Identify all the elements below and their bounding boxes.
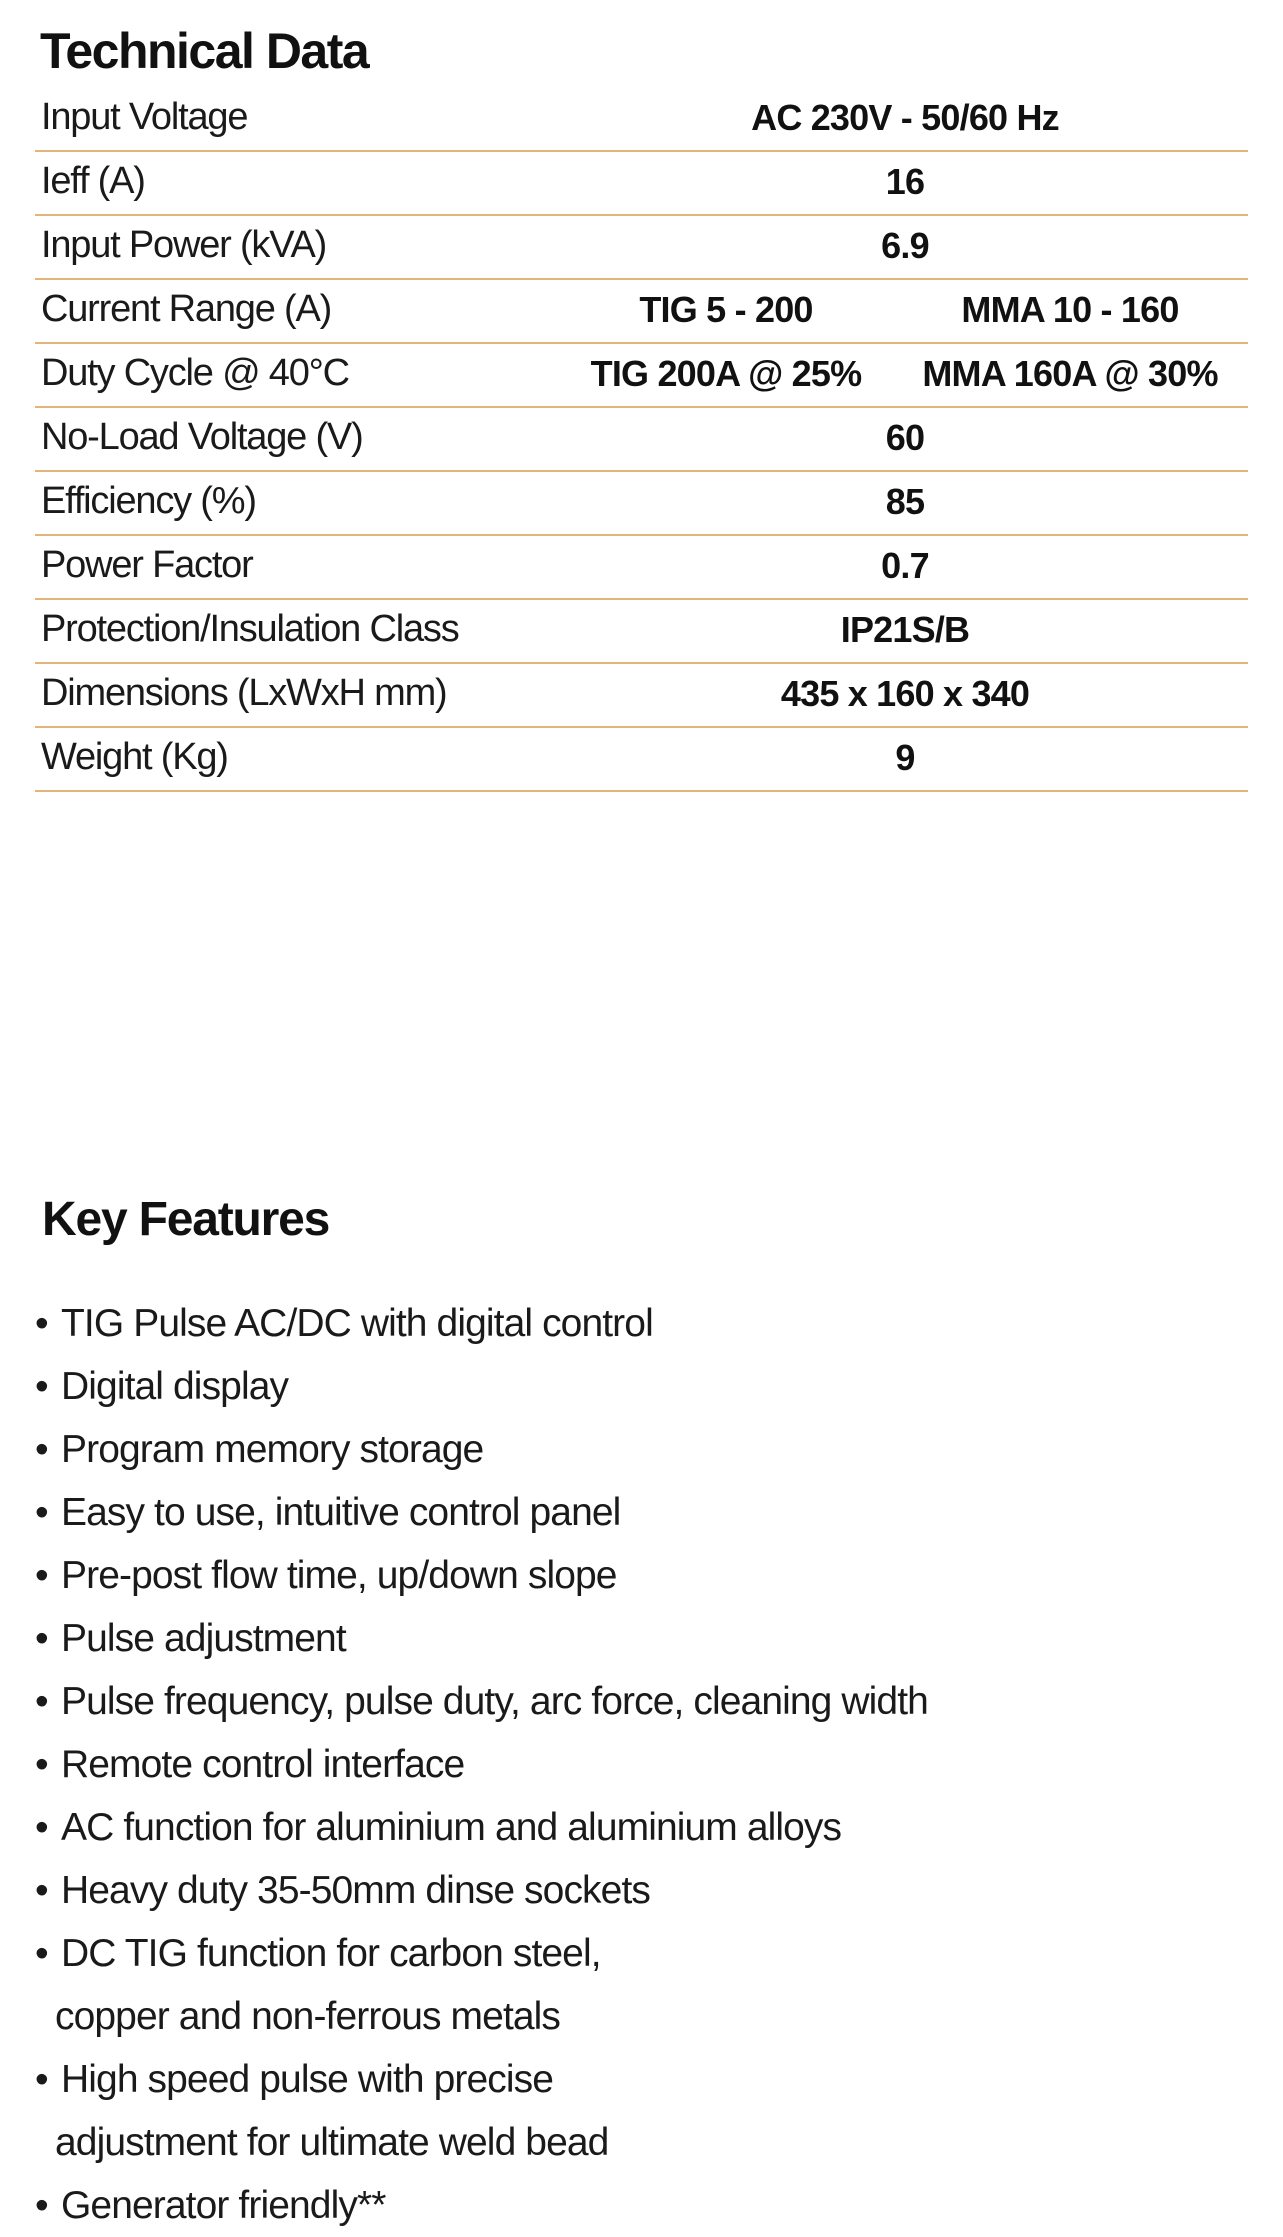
spec-row [35, 344, 1248, 408]
spec-value-tig: TIG 5 - 200 [639, 289, 813, 330]
spec-row [35, 408, 1248, 472]
feature-text: Easy to use, intuitive control panel [61, 1491, 621, 1534]
key-features-title: Key Features [42, 1193, 330, 1246]
feature-text: Digital display [61, 1365, 289, 1408]
feature-text: Pulse frequency, pulse duty, arc force, cleaning width [61, 1680, 928, 1723]
spec-value: AC 230V - 50/60 Hz [751, 97, 1059, 138]
spec-row [35, 280, 1248, 344]
feature-item [35, 2048, 928, 2111]
technical-data-title: Technical Data [40, 23, 369, 79]
feature-text: Program memory storage [61, 1428, 484, 1471]
feature-text: Heavy duty 35-50mm dinse sockets [61, 1869, 650, 1912]
feature-item [35, 1607, 928, 1670]
feature-item-continuation: copper and non-ferrous metals [55, 1995, 561, 2038]
spec-row [35, 216, 1248, 280]
feature-text: Remote control interface [61, 1743, 465, 1786]
bullet-icon: • [35, 2058, 48, 2101]
bullet-icon: • [35, 1554, 48, 1597]
spec-label: Current Range (A) [41, 288, 332, 330]
bullet-icon: • [35, 1491, 48, 1534]
bullet-icon: • [35, 1743, 48, 1786]
spec-label: Weight (Kg) [41, 736, 228, 778]
feature-text: Generator friendly** [61, 2184, 386, 2227]
spec-value-mma: MMA 160A @ 30% [922, 353, 1218, 394]
spec-label: Power Factor [41, 544, 253, 586]
spec-label: Input Voltage [41, 96, 248, 138]
spec-value-mma: MMA 10 - 160 [961, 289, 1179, 330]
spec-row [35, 664, 1248, 728]
spec-row [35, 728, 1248, 792]
bullet-icon: • [35, 1932, 48, 1975]
key-features-list [35, 1292, 928, 2237]
feature-item [35, 1922, 928, 1985]
spec-row [35, 472, 1248, 536]
spec-value: 435 x 160 x 340 [780, 673, 1030, 714]
spec-label: Ieff (A) [41, 160, 145, 202]
feature-item [35, 1481, 928, 1544]
feature-text: AC function for aluminium and aluminium alloys [61, 1806, 842, 1849]
feature-item [35, 1796, 928, 1859]
feature-item [35, 1544, 928, 1607]
feature-item [35, 1670, 928, 1733]
feature-text: High speed pulse with precise [61, 2058, 554, 2101]
spec-row [35, 88, 1248, 152]
spec-value: IP21S/B [840, 609, 970, 650]
bullet-icon: • [35, 1428, 48, 1471]
feature-item [35, 2174, 928, 2237]
spec-row [35, 152, 1248, 216]
spec-label: Input Power (kVA) [41, 224, 327, 266]
bullet-icon: • [35, 1302, 48, 1345]
spec-value: 85 [885, 481, 925, 522]
spec-label: No-Load Voltage (V) [41, 416, 363, 458]
feature-item [35, 1292, 928, 1355]
bullet-icon: • [35, 2184, 48, 2227]
feature-text: TIG Pulse AC/DC with digital control [61, 1302, 653, 1345]
spec-row [35, 536, 1248, 600]
spec-row [35, 600, 1248, 664]
feature-item [35, 1418, 928, 1481]
bullet-icon: • [35, 1365, 48, 1408]
spec-value: 6.9 [881, 225, 929, 266]
feature-item [35, 1733, 928, 1796]
spec-label: Duty Cycle @ 40°C [41, 352, 349, 394]
spec-value: 60 [885, 417, 925, 458]
bullet-icon: • [35, 1806, 48, 1849]
bullet-icon: • [35, 1617, 48, 1660]
spec-value: 16 [885, 161, 925, 202]
spec-value: 9 [895, 737, 915, 778]
feature-text: Pulse adjustment [61, 1617, 346, 1660]
spec-label: Protection/Insulation Class [41, 608, 459, 650]
feature-item [35, 1355, 928, 1418]
spec-label: Efficiency (%) [41, 480, 256, 522]
feature-text: DC TIG function for carbon steel, [61, 1932, 601, 1975]
bullet-icon: • [35, 1680, 48, 1723]
feature-item [35, 1859, 928, 1922]
spec-value: 0.7 [881, 545, 929, 586]
feature-item-continuation: adjustment for ultimate weld bead [55, 2121, 609, 2164]
bullet-icon: • [35, 1869, 48, 1912]
spec-value-tig: TIG 200A @ 25% [590, 353, 862, 394]
technical-data-table [35, 88, 1248, 792]
spec-label: Dimensions (LxWxH mm) [41, 672, 447, 714]
feature-text: Pre-post flow time, up/down slope [61, 1554, 617, 1597]
